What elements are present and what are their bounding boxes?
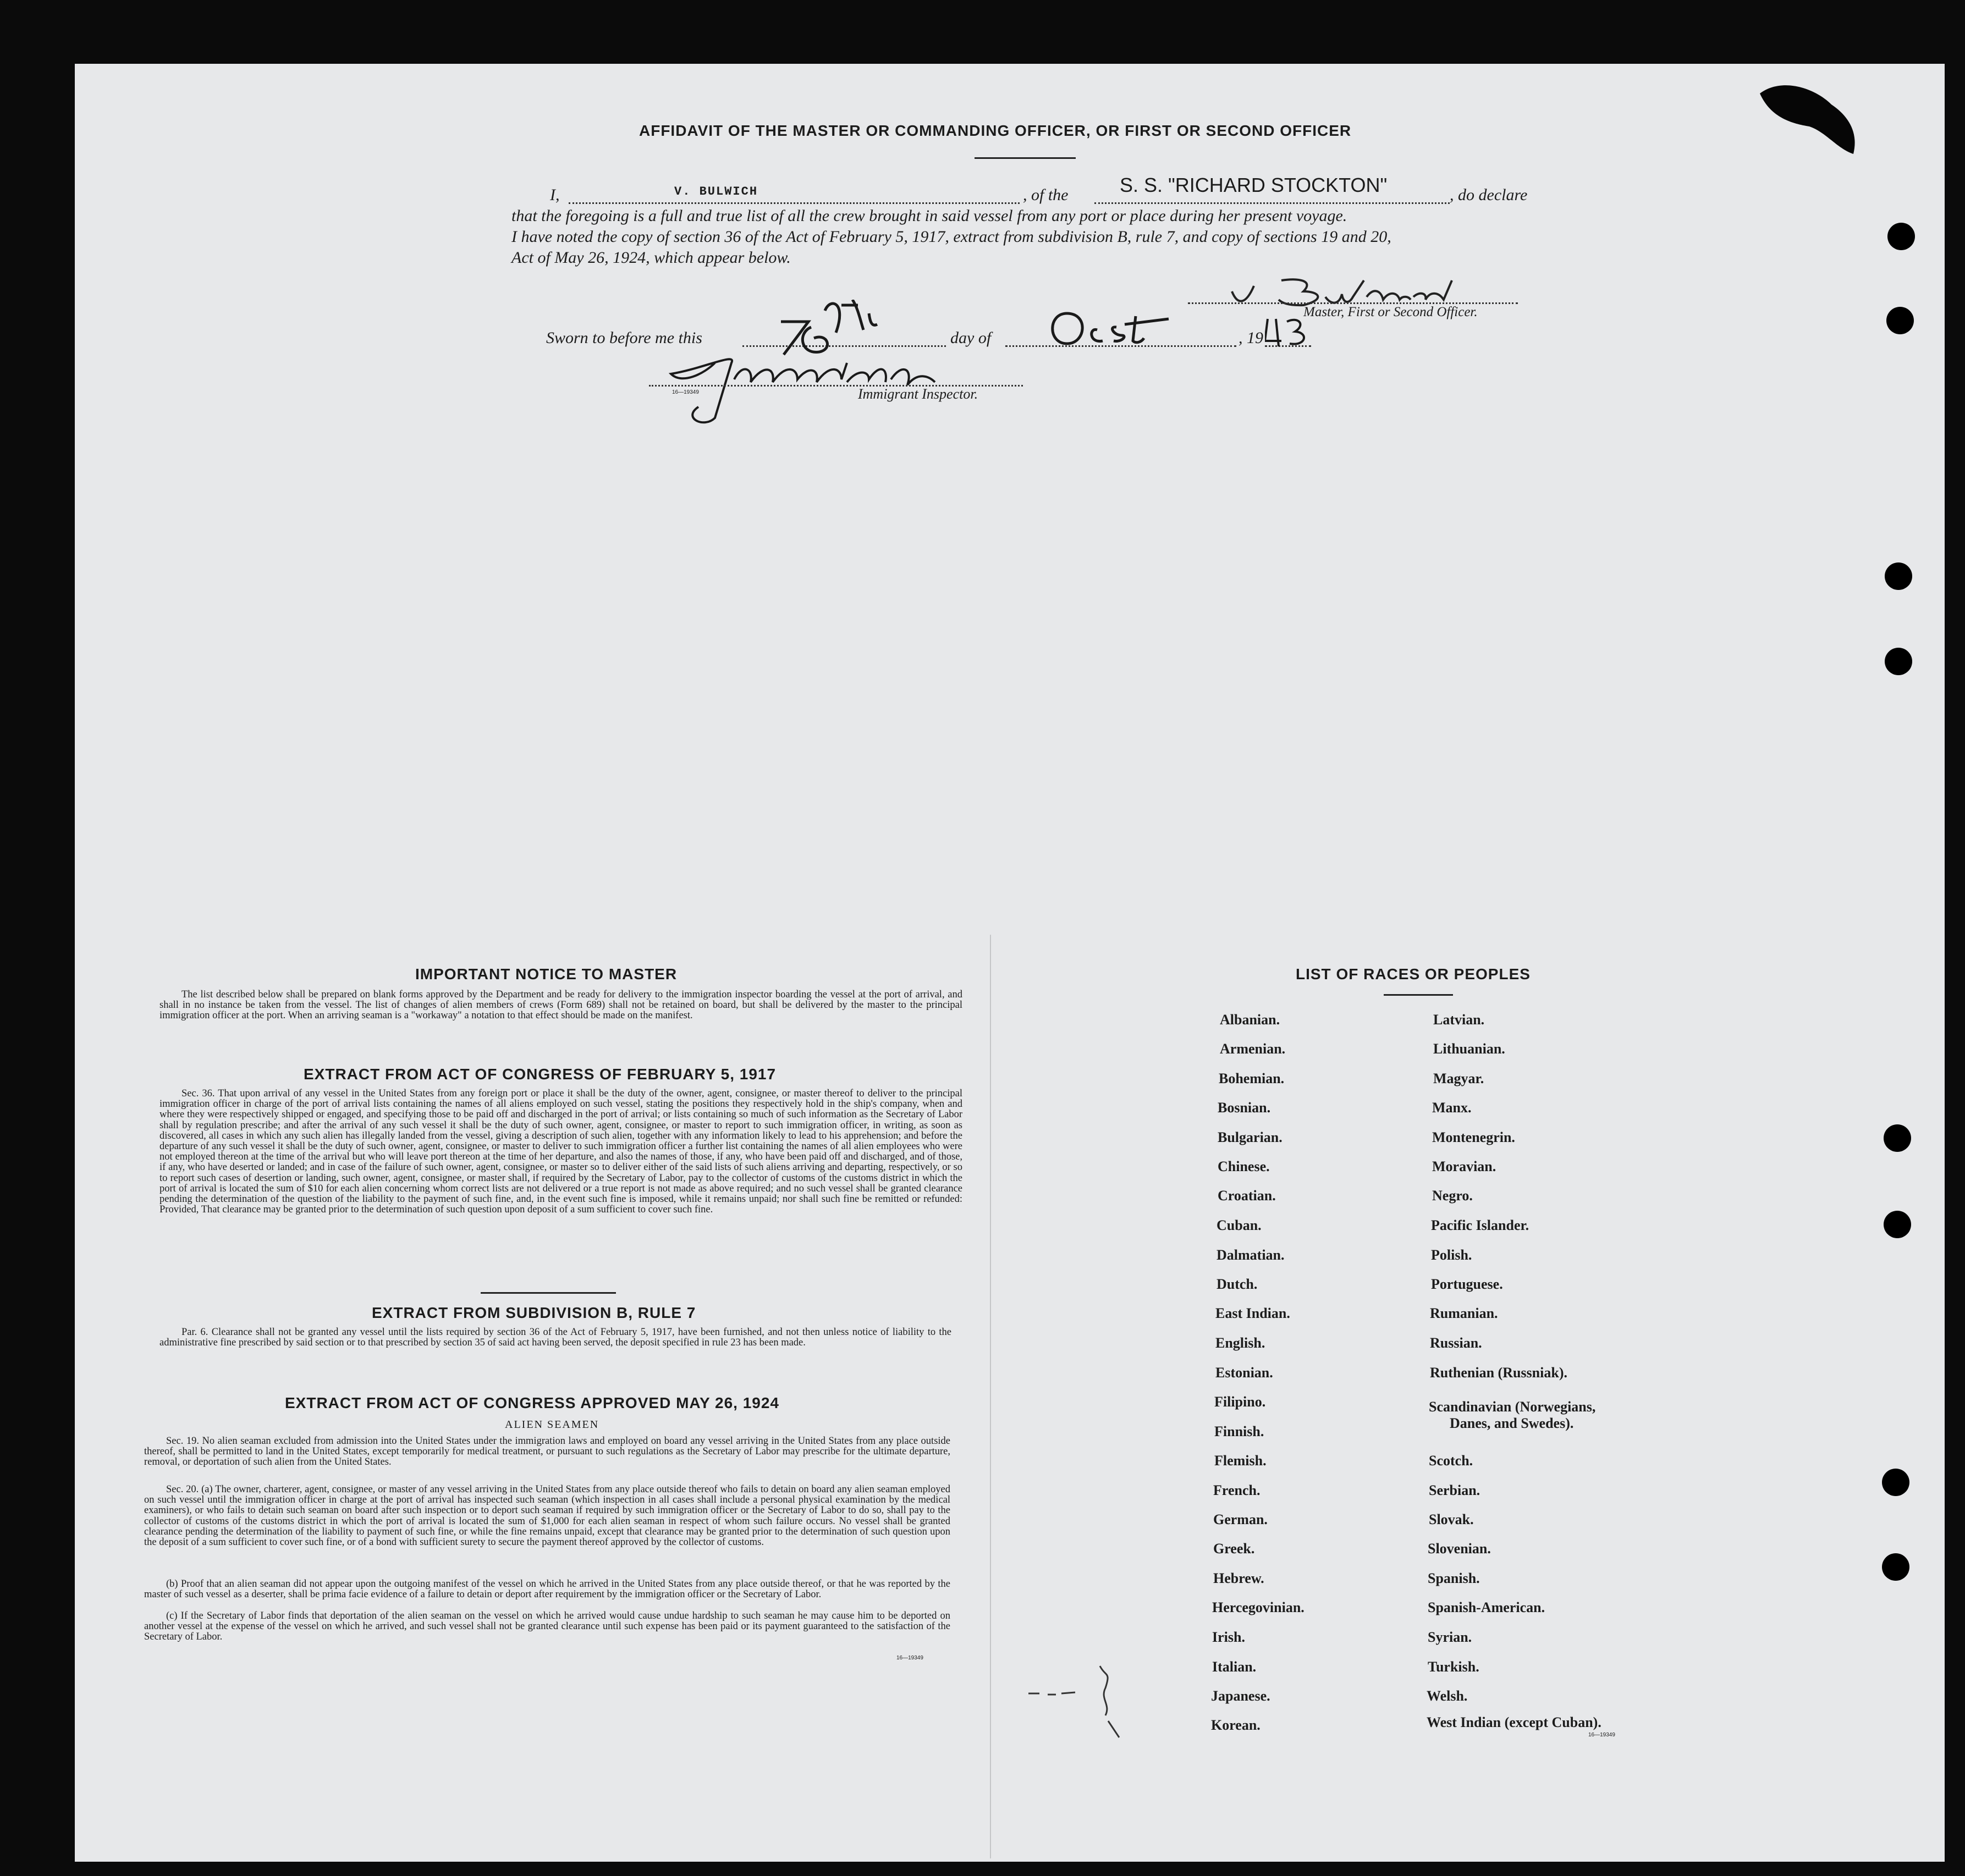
stray-pencil-mark	[1023, 1655, 1155, 1743]
race-item: Bosnian.	[1218, 1100, 1271, 1116]
race-item: Rumanian.	[1430, 1305, 1498, 1321]
race-item: Chinese.	[1218, 1158, 1270, 1174]
races-title: LIST OF RACES OR PEOPLES	[1296, 965, 1531, 983]
race-item: Polish.	[1431, 1247, 1472, 1263]
race-item: Greek.	[1213, 1541, 1255, 1557]
of-the-label: , of the	[1023, 186, 1069, 204]
punch-hole	[1882, 1553, 1909, 1581]
signature-line	[1188, 302, 1518, 304]
race-item: Ruthenian (Russniak).	[1430, 1365, 1567, 1381]
race-item: Montenegrin.	[1432, 1129, 1515, 1145]
race-item: Scotch.	[1429, 1453, 1473, 1469]
race-item: Pacific Islander.	[1431, 1217, 1529, 1233]
extract3-subtitle: ALIEN SEAMEN	[505, 1419, 599, 1431]
race-item: Dutch.	[1217, 1276, 1258, 1292]
race-item: Danes, and Swedes).	[1450, 1415, 1574, 1431]
month-handwriting	[1045, 305, 1188, 349]
race-item: French.	[1213, 1482, 1261, 1498]
punch-hole	[1884, 1124, 1911, 1152]
extract2-body: Par. 6. Clearance shall not be granted any vessel until the lists required by section 36 of the Act of February 5, 1917, have been furnished, and not then unless notice of liability to the administrative fine prescribed by said section or to that prescribed by section 35 of said act having been served, the deposit specified in rule 23 has been made.	[159, 1327, 951, 1349]
punch-hole	[1885, 562, 1912, 590]
race-item: German.	[1213, 1511, 1268, 1527]
affidavit-line1	[550, 174, 1540, 208]
race-item: Armenian.	[1220, 1041, 1286, 1057]
punch-hole	[1886, 307, 1914, 334]
extract2-title: EXTRACT FROM SUBDIVISION B, RULE 7	[372, 1304, 696, 1321]
inspector-caption: Immigrant Inspector.	[858, 386, 978, 402]
day-of-label: day of	[950, 329, 992, 347]
race-item: Scandinavian (Norwegians,	[1429, 1399, 1596, 1415]
affidavit-title: AFFIDAVIT OF THE MASTER OR COMMANDING OFFICER, OR FIRST OR SECOND OFFICER	[639, 122, 1352, 139]
race-item: Flemish.	[1214, 1453, 1267, 1469]
extract3-title: EXTRACT FROM ACT OF CONGRESS APPROVED MAY 26, 1924	[285, 1394, 779, 1411]
fold-line	[990, 935, 991, 1858]
vessel-name: S. S. "RICHARD STOCKTON"	[1120, 174, 1388, 196]
punch-hole	[1885, 648, 1912, 675]
affidavit-line3: I have noted the copy of section 36 of the Act of February 5, 1917, extract from subdivision B, rule 7, and copy of sections 19 and 20,	[511, 228, 1391, 246]
notice-body: The list described below shall be prepared on blank forms approved by the Department and be ready for delivery to the immigration inspector boarding the vessel at the port of arrival, and shall in no instance be taken from the vessel. The list of changes of alien members of crews (Form 689) shall not be retained on board, but shall be delivered by the master to the principal immigration officer at the port. When an arriving seaman is a "workaway" a notation to that effect should be made on the manifest.	[159, 989, 962, 1021]
race-item: English.	[1215, 1335, 1265, 1351]
sworn-label: Sworn to before me this	[546, 329, 702, 347]
title-rule	[975, 157, 1076, 159]
sec20b-body: (b) Proof that an alien seaman did not appear upon the outgoing manifest of the vessel on which he arrived in the United States from any place outside thereof, or that he was reported by the master of such vessel as a deserter, shall be prima facie evidence of a failure to detain or deport after requirement by the immigration officer or the Secretary of Labor.	[144, 1579, 950, 1601]
year-label: , 19	[1239, 329, 1263, 347]
signature-caption: Master, First or Second Officer.	[1303, 305, 1478, 319]
affidavit-line2: that the foregoing is a full and true list of all the crew brought in said vessel from any port or place during her present voyage.	[511, 207, 1347, 225]
race-item: Bohemian.	[1219, 1071, 1285, 1086]
races-form-number: 16—19349	[1588, 1732, 1615, 1738]
race-item: Turkish.	[1428, 1659, 1479, 1675]
year-handwriting	[1265, 316, 1314, 349]
i-label: I,	[550, 186, 560, 204]
race-item: Slovenian.	[1428, 1541, 1491, 1557]
master-name-line	[569, 202, 1020, 204]
punch-hole	[1887, 223, 1915, 250]
extract1-title: EXTRACT FROM ACT OF CONGRESS OF FEBRUARY 5, 1917	[304, 1066, 777, 1083]
race-item: Portuguese.	[1431, 1276, 1503, 1292]
punch-hole	[1884, 1211, 1911, 1238]
race-item: Spanish.	[1428, 1570, 1480, 1586]
race-item: Japanese.	[1211, 1688, 1270, 1704]
race-item: Lithuanian.	[1433, 1041, 1505, 1057]
race-item: Manx.	[1432, 1100, 1472, 1116]
race-item: Moravian.	[1432, 1158, 1496, 1174]
race-item: Dalmatian.	[1217, 1247, 1285, 1263]
race-item: Bulgarian.	[1218, 1129, 1283, 1145]
extract1-rule	[481, 1292, 616, 1294]
sec19-body: Sec. 19. No alien seaman excluded from admission into the United States under the immigration laws and employed on board any vessel arriving in the United States from any place outside thereof, shall be permitted to land in the United States, except temporarily for medical treatment, or pursuant to such regulations as the Secretary of Labor may prescribe for the ultimate departure, removal, or deportation of such alien from the United States.	[144, 1436, 950, 1468]
race-item: Negro.	[1432, 1188, 1473, 1204]
sec20c-body: (c) If the Secretary of Labor finds that deportation of the alien seaman on the vessel on which he arrived would cause undue hardship to such seaman he may cause him to be deported on another vessel at the expense of the vessel on which he arrived, and such vessel shall not be granted clearance until such expense has been paid or its payment guaranteed to the satisfaction of the Secretary of Labor.	[144, 1610, 950, 1643]
race-item: West Indian (except Cuban).	[1427, 1714, 1601, 1730]
race-item: Croatian.	[1218, 1188, 1276, 1204]
extract1-body: Sec. 36. That upon arrival of any vessel in the United States from any foreign port or place it shall be the duty of the owner, agent, consignee, or master thereof to deliver to the principal immigration officer in charge of the port of arrival lists containing the names of all aliens employed on such vessel, stating the positions they respectively hold in the ship's company, when and where they were respectively shipped or engaged, and specifying those to be paid off and discharged in the port of arrival; or lists containing so much of such information as the Secretary of Labor shall by regulation prescribe; and after the arrival of any such vessel it shall be the duty of such owner, agent, consignee, or master to report to such immigration officer, in writing, as soon as discovered, all cases in which any such alien has illegally landed from the vessel, giving a description of such alien, together with any information likely to lead to his apprehension; and before the departure of any such vessel it shall be the duty of such owner, agent, consignee, or master to deliver to such immigration officer a further list containing the names of all alien employees who were not employed thereon at the time of the arrival but who will leave port thereon at the time of her departure, and also the names of those, if any, who have been paid off and discharged, and of those, if any, who have deserted or landed; and in case of the failure of such owner, agent, consignee, or master so to deliver either of the said lists of such aliens arriving and departing, respectively, or so to report such cases of desertion or landing, such owner, agent, consignee, or master shall, if required by the Secretary of Labor, pay to the collector of customs of the customs district in which the port of arrival is located the sum of $10 for each alien concerning whom correct lists are not delivered or a true report is not made as above required; and no such vessel shall be granted clearance pending the determination of the question of the liability to the payment of such fine, and, in the event such fine is imposed, while it remains unpaid; nor shall such fine be remitted or refunded: Provided, That clearance may be granted prior to the determination of such question upon deposit of a sum sufficient to cover such fine.	[159, 1088, 962, 1216]
race-item: Finnish.	[1214, 1423, 1264, 1439]
notice-form-number: 16—19349	[896, 1655, 923, 1661]
do-declare-label: , do declare	[1450, 186, 1528, 204]
affidavit-line4: Act of May 26, 1924, which appear below.	[511, 249, 791, 267]
master-name: V. BULWICH	[674, 185, 758, 198]
affidavit-form-number: 16—19349	[672, 389, 699, 395]
race-item: Albanian.	[1220, 1012, 1280, 1028]
race-item: Magyar.	[1433, 1071, 1484, 1086]
race-item: Slovak.	[1429, 1511, 1474, 1527]
race-item: Estonian.	[1215, 1365, 1273, 1381]
race-item: Cuban.	[1217, 1217, 1262, 1233]
punch-hole	[1882, 1469, 1909, 1496]
race-item: Spanish-American.	[1428, 1599, 1545, 1615]
vessel-line	[1094, 202, 1450, 204]
torn-corner-mark	[1749, 66, 1870, 165]
races-rule	[1384, 994, 1453, 996]
race-item: Latvian.	[1433, 1012, 1485, 1028]
race-item: Serbian.	[1429, 1482, 1480, 1498]
inspector-signature	[638, 330, 990, 429]
race-item: Russian.	[1430, 1335, 1482, 1351]
race-item: Hercegovinian.	[1212, 1599, 1305, 1615]
notice-title: IMPORTANT NOTICE TO MASTER	[415, 965, 678, 983]
race-item: Irish.	[1212, 1629, 1245, 1645]
race-item: Korean.	[1211, 1717, 1261, 1733]
sec20a-body: Sec. 20. (a) The owner, charterer, agent, consignee, or master of any vessel arriving in the United States from any place outside thereof who fails to detain on board any alien seaman employed on such vessel until the immigration officer in charge at the port of arrival has inspected such seaman (which inspection in all cases shall include a personal physical examination by the medical examiners), or who fails to detain such seaman on board after such inspection or to deport such seaman if required by such immigration officer or the Secretary of Labor to do so, shall pay to the collector of customs of the customs district in which the port of arrival is located the sum of $1,000 for each alien seaman in respect of whom such failure occurs. No vessel shall be granted clearance pending the determination of the liability to payment of such fine, or while the fine remains unpaid, except that clearance may be granted prior to the determination of such question upon the deposit of a sum sufficient to cover such fine, or of a bond with sufficient surety to secure the payment thereof approved by the collector of customs.	[144, 1484, 950, 1548]
race-item: Italian.	[1212, 1659, 1257, 1675]
race-item: Syrian.	[1428, 1629, 1472, 1645]
race-item: Welsh.	[1427, 1688, 1468, 1704]
race-item: Hebrew.	[1213, 1570, 1264, 1586]
race-item: Filipino.	[1214, 1394, 1266, 1410]
race-item: East Indian.	[1215, 1305, 1290, 1321]
